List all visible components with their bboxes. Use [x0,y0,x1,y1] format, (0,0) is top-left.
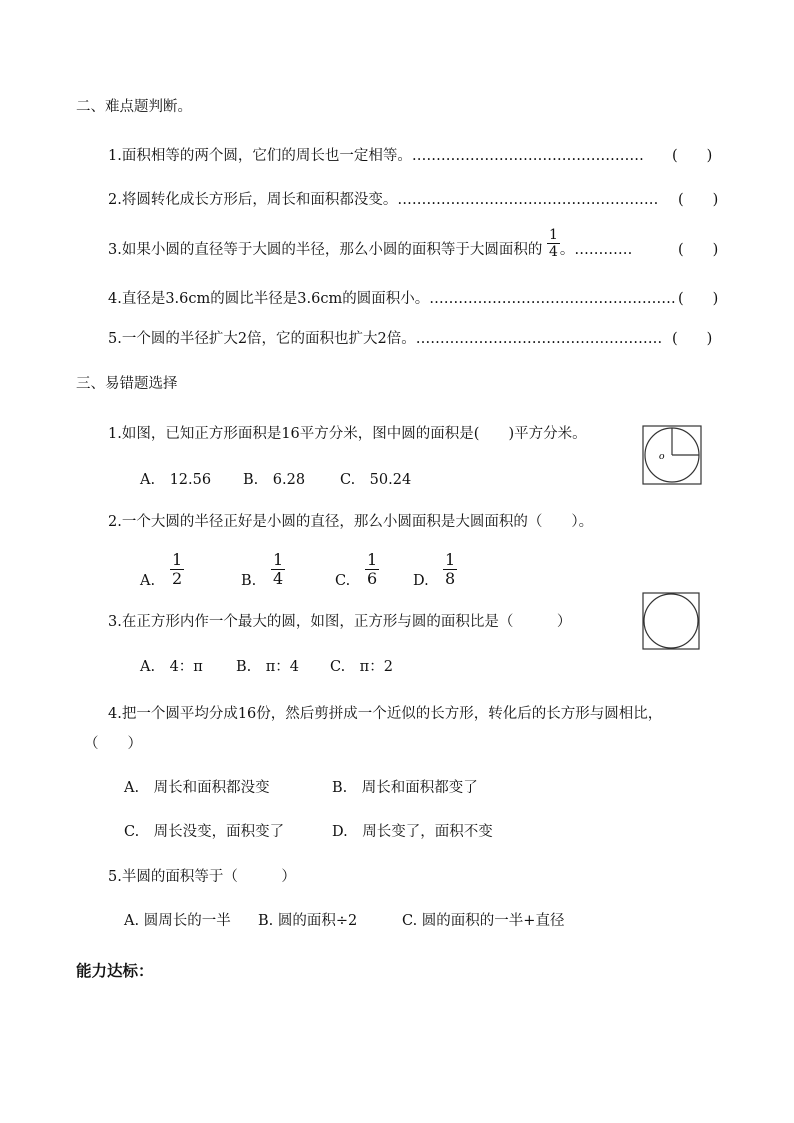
fraction-numerator: 1 [273,550,284,569]
q5-option-b[interactable]: B. 圆的面积÷2 [258,913,358,929]
fraction-denominator: 2 [172,569,183,588]
inscribed-circle-figure [642,592,700,650]
choice-q4-text: 4.把一个圆平均分成16份，然后剪拼成一个近似的长方形，转化后的长方形与圆相比， [108,706,663,722]
answer-paren-5[interactable]: ( ) [672,331,713,347]
section3-title: 三、易错题选择 [76,376,178,392]
q2-option-c-fraction [365,552,379,587]
q2-option-d-fraction [443,552,457,587]
fraction-numerator: 1 [367,550,378,569]
section4-title: 能力达标： [76,961,154,980]
q1-option-b[interactable]: B. 6.28 [243,472,306,488]
judge-item-4-text: 4.直径是3.6cm的圆比半径是3.6cm的圆面积小。 [108,291,430,307]
judge-item-4 [108,290,676,308]
square-circle-quarter-figure [642,425,702,485]
leader-dots: ………………………………………… [411,148,644,164]
choice-q5-text: 5.半圆的面积等于（ ） [108,869,296,885]
q3-option-c[interactable]: C. π：2 [330,659,393,675]
q4-option-a[interactable]: A. 周长和面积都没变 [124,780,270,796]
q1-option-a[interactable]: A. 12.56 [140,472,212,488]
q2-option-d-label[interactable]: D. [413,573,429,589]
q5-option-c[interactable]: C. 圆的面积的一半+直径 [402,913,565,929]
leader-dots: …………………………………………… [429,291,676,307]
fraction-denominator: 8 [445,569,456,588]
q4-option-d[interactable]: D. 周长变了，面积不变 [332,824,493,840]
answer-paren-3[interactable]: ( ) [678,242,719,258]
period: 。 [559,242,575,258]
leader-dots: …………………………………………… [415,331,663,347]
q3-option-b[interactable]: B. π：4 [236,659,300,675]
fraction-denominator: 6 [367,569,378,588]
judge-item-5-text: 5.一个圆的半径扩大2倍，它的面积也扩大2倍。 [108,331,416,347]
q3-option-a[interactable]: A. 4：π [140,659,203,675]
q2-option-b-fraction [271,552,285,587]
q2-option-b-label[interactable]: B. [241,573,257,589]
figure-circle [644,594,698,648]
fraction-numerator: 1 [548,226,558,243]
judge-item-3 [108,226,633,260]
answer-paren-4[interactable]: ( ) [678,291,719,307]
judge-item-3-text: 3.如果小圆的直径等于大圆的半径，那么小圆的面积等于大圆面积的 [108,242,543,258]
judge-item-2 [108,191,658,209]
q2-option-a-label[interactable]: A. [140,573,156,589]
q2-option-c-label[interactable]: C. [335,573,351,589]
q1-option-c[interactable]: C. 50.24 [340,472,412,488]
section2-title: 二、难点题判断。 [76,99,192,115]
leader-dots: ………… [574,242,633,258]
choice-q1-text: 1.如图，已知正方形面积是16平方分米，图中圆的面积是( )平方分米。 [108,426,587,442]
judge-item-1 [108,147,644,165]
q4-option-c[interactable]: C. 周长没变，面积变了 [124,824,285,840]
q4-option-b[interactable]: B. 周长和面积都变了 [332,780,478,796]
q5-option-a[interactable]: A. 圆周长的一半 [124,913,231,929]
fraction-one-quarter [547,228,560,259]
q2-option-a-fraction [170,552,184,587]
leader-dots: ……………………………………………… [397,192,659,208]
fraction-numerator: 1 [172,550,183,569]
figure-square [643,593,699,649]
fraction-denominator: 4 [273,569,284,588]
answer-paren-2[interactable]: ( ) [678,192,719,208]
judge-item-2-text: 2.将圆转化成长方形后，周长和面积都没变。 [108,192,398,208]
answer-paren-1[interactable]: ( ) [672,148,713,164]
center-label-o: o [659,450,665,462]
answer-paren-q4[interactable]: （ ） [84,736,142,752]
judge-item-1-text: 1.面积相等的两个圆，它们的周长也一定相等。 [108,148,412,164]
fraction-numerator: 1 [445,550,456,569]
choice-q3-text: 3.在正方形内作一个最大的圆，如图，正方形与圆的面积比是（ ） [108,614,572,630]
judge-item-5 [108,330,662,348]
choice-q2-text: 2.一个大圆的半径正好是小圆的直径，那么小圆面积是大圆面积的（ ）。 [108,514,594,530]
fraction-denominator: 4 [548,243,558,260]
